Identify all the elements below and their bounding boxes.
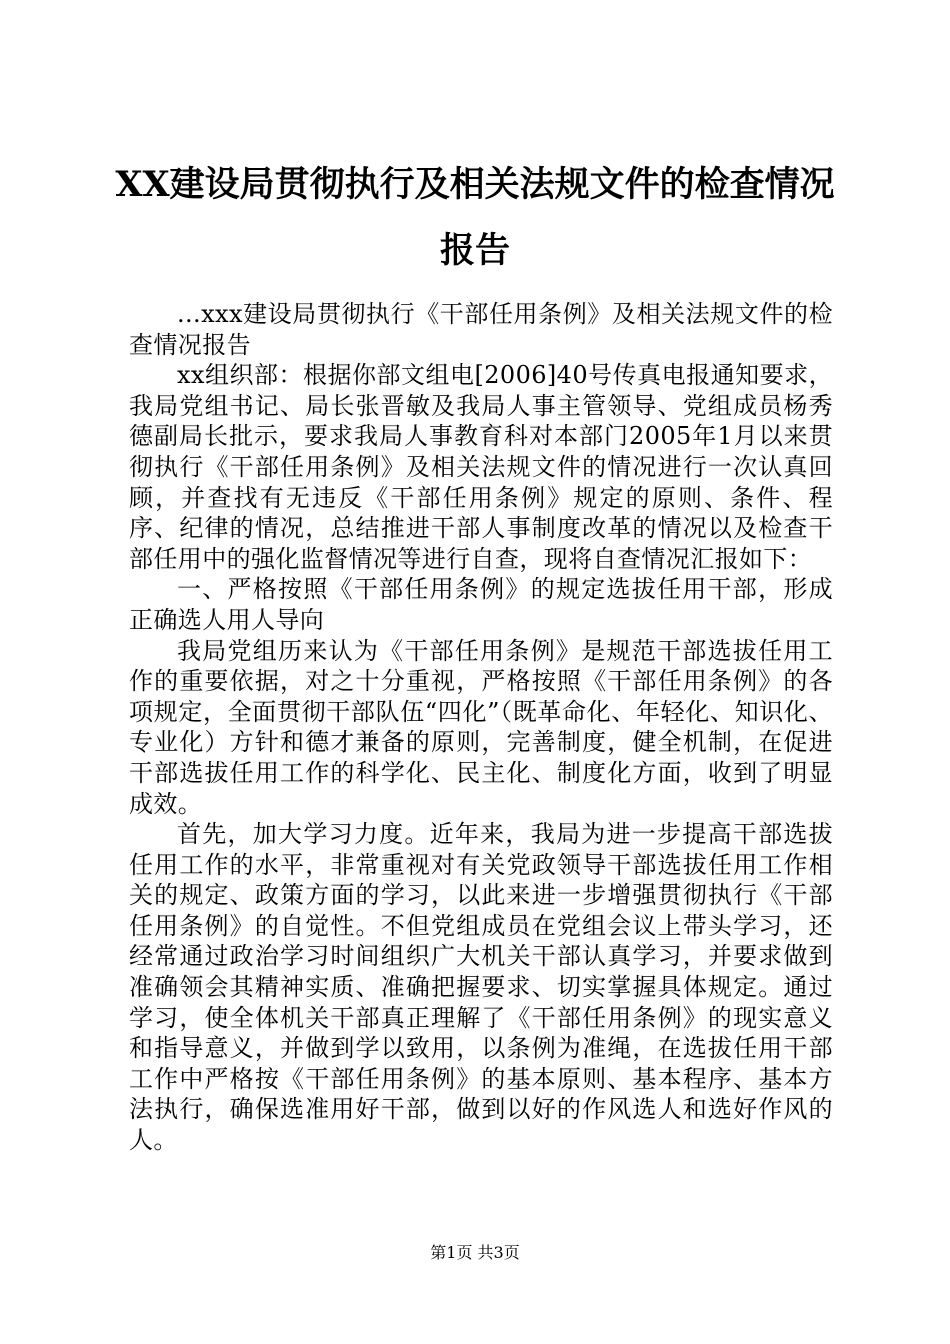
document-title: XX建设局贯彻执行及相关法规文件的检查情况报告 [115,164,835,271]
page-footer: 第1页 共3页 [430,1243,520,1262]
paragraph-principles: 我局党组历来认为《干部任用条例》是规范干部选拔任用工作的重要依据，对之十分重视，严格按照《干部任用条例》的各项规定，全面贯彻干部队伍“四化”（既革命化、年轻化、知识化、专业化）方针和德才兼备的原则，完善制度，健全机制，在促进干部选拔任用工作的科学化、民主化、制度化方面，收到了明显成效。 [129,636,833,818]
paragraph-addressee-intro: xx组织部：根据你部文组电[2006]40号传真电报通知要求，我局党组书记、局长张晋敏及我局人事主管领导、党组成员杨秀德副局长批示，要求我局人事教育科对本部门2005年1月以来贯彻执行《干部任用条例》及相关法规文件的情况进行一次认真回顾，并查找有无违反《干部任用条例》规定的原则、条件、程序、纪律的情况，总结推进干部人事制度改革的情况以及检查干部任用中的强化监督情况等进行自查，现将自查情况汇报如下： [129,361,833,573]
paragraph-heading-line: ...xxx建设局贯彻执行《干部任用条例》及相关法规文件的检查情况报告 [129,300,833,359]
paragraph-study-effort: 首先，加大学习力度。近年来，我局为进一步提高干部选拔任用工作的水平，非常重视对有关党政领导干部选拔任用工作相关的规定、政策方面的学习，以此来进一步增强贯彻执行《干部任用条例》的自觉性。不但党组成员在党组会议上带头学习，还经常通过政治学习时间组织广大机关干部认真学习，并要求做到准确领会其精神实质、准确把握要求、切实掌握具体规定。通过学习，使全体机关干部真正理解了《干部任用条例》的现实意义和指导意义，并做到学以致用，以条例为准绳，在选拔任用干部工作中严格按《干部任用条例》的基本原则、基本程序、基本方法执行，确保选准用好干部，做到以好的作风选人和选好作风的人。 [129,820,833,1155]
paragraph-section-heading: 一、严格按照《干部任用条例》的规定选拔任用干部，形成正确选人用人导向 [129,575,833,634]
document-body [129,299,833,1156]
